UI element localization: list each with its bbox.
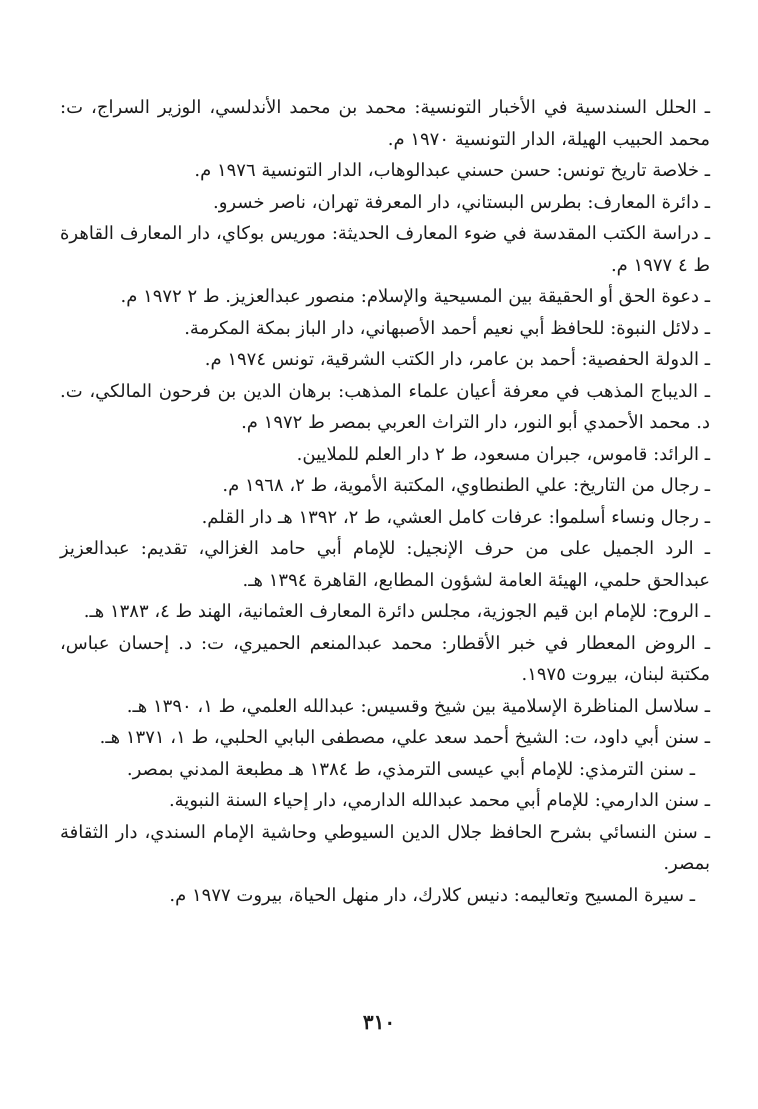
- bibliography-entry: ـ دلائل النبوة: للحافظ أبي نعيم أحمد الأصبهاني، دار الباز بمكة المكرمة.: [184, 317, 710, 339]
- bibliography-entry: ـ رجال ونساء أسلموا: عرفات كامل العشي، ط ٢، ١٣٩٢ هـ دار القلم.: [201, 506, 710, 528]
- bibliography-entry: ـ الروض المعطار في خبر الأقطار: محمد عبدالمنعم الحميري، ت: د. إحسان عباس، مكتبة لبنان، بيروت ١٩٧٥.: [60, 632, 710, 685]
- bibliography-entry: ـ دعوة الحق أو الحقيقة بين المسيحية والإسلام: منصور عبدالعزيز. ط ٢ ١٩٧٢ م.: [120, 286, 710, 307]
- bibliography-entry: ـ الدولة الحفصية: أحمد بن عامر، دار الكتب الشرقية، تونس ١٩٧٤ م.: [204, 349, 710, 370]
- bibliography-entry: ـ الديباج المذهب في معرفة أعيان علماء المذهب: برهان الدين بن فرحون المالكي، ت. د. محمد الأحمدي أبو النور، دار التراث العربي بمصر ط ١٩٧٢ م.: [60, 380, 710, 433]
- bibliography-entry: ـ سنن النسائي بشرح الحافظ جلال الدين السيوطي وحاشية الإمام السندي، دار الثقافة بمصر.: [60, 821, 710, 874]
- bibliography-entry: ـ سنن الدارمي: للإمام أبي محمد عبدالله الدارمي، دار إحياء السنة النبوية.: [168, 790, 710, 811]
- bibliography-entry: ـ رجال من التاريخ: علي الطنطاوي، المكتبة الأموية، ط ٢، ١٩٦٨ م.: [222, 475, 710, 496]
- bibliography-entry: ـ دراسة الكتب المقدسة في ضوء المعارف الحديثة: موريس بوكاي، دار المعارف القاهرة ط ٤ ١٩٧٧ م.: [60, 223, 710, 276]
- bibliography-entry: ـ الرائد: قاموس، جبران مسعود، ط ٢ دار العلم للملايين.: [296, 443, 710, 465]
- page-number: ٣١٠: [362, 1010, 396, 1034]
- bibliography-entry: ـ الروح: للإمام ابن قيم الجوزية، مجلس دائرة المعارف العثمانية، الهند ط ٤، ١٣٨٣ هـ.: [83, 601, 710, 622]
- bibliography-entry: ـ سنن أبي داود، ت: الشيخ أحمد سعد علي، مصطفى البابي الحلبي، ط ١، ١٣٧١ هـ.: [99, 727, 710, 748]
- bibliography-entry: ـ الحلل السندسية في الأخبار التونسية: محمد بن محمد الأندلسي، الوزير السراج، ت: محمد الحبيب الهيلة، الدار التونسية ١٩٧٠ م.: [60, 97, 710, 150]
- bibliography-list: [60, 92, 710, 911]
- bibliography-entry: ـ سيرة المسيح وتعاليمه: دنيس كلارك، دار منهل الحياة، بيروت ١٩٧٧ م.: [169, 884, 695, 906]
- bibliography-entry: ـ الرد الجميل على من حرف الإنجيل: للإمام أبي حامد الغزالي، تقديم: عبدالعزيز عبدالحق حلمي، الهيئة العامة لشؤون المطابع، القاهرة ١٣٩٤ هـ.: [60, 538, 710, 591]
- bibliography-entry: ـ سلاسل المناظرة الإسلامية بين شيخ وقسيس: عبدالله العلمي، ط ١، ١٣٩٠ هـ.: [126, 695, 710, 717]
- bibliography-entry: ـ سنن الترمذي: للإمام أبي عيسى الترمذي، ط ١٣٨٤ هـ مطبعة المدني بمصر.: [126, 758, 695, 780]
- bibliography-entry: ـ خلاصة تاريخ تونس: حسن حسني عبدالوهاب، الدار التونسية ١٩٧٦ م.: [194, 160, 710, 181]
- bibliography-entry: ـ دائرة المعارف: بطرس البستاني، دار المعرفة تهران، ناصر خسرو.: [212, 191, 710, 213]
